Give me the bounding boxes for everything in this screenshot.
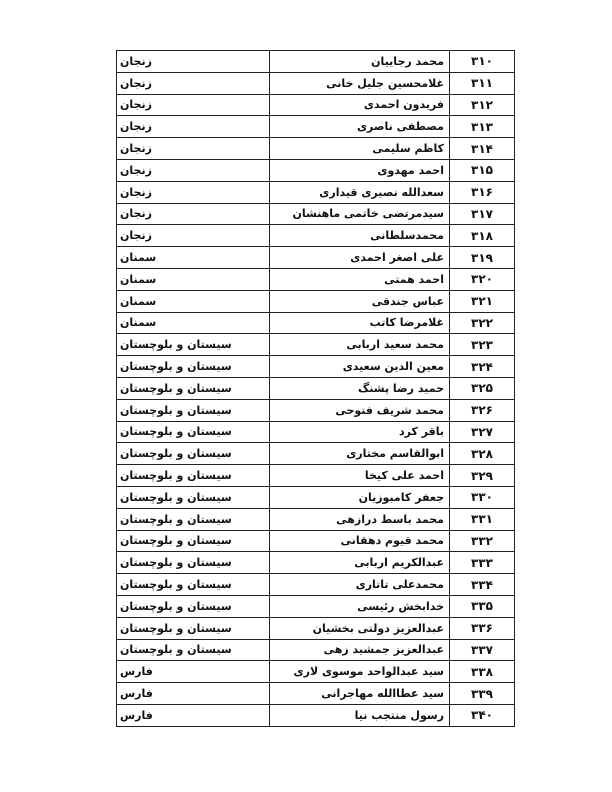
row-number-cell: ۳۳۱ xyxy=(450,508,515,530)
name-cell: خدابخش رئیسی xyxy=(270,595,450,617)
row-number-cell: ۳۱۰ xyxy=(450,51,515,73)
name-cell: محمدسلطانی xyxy=(270,225,450,247)
row-number-cell: ۳۳۲ xyxy=(450,530,515,552)
name-cell: احمد علی کیخا xyxy=(270,465,450,487)
province-cell: سیستان و بلوچستان xyxy=(117,486,270,508)
province-cell: فارس xyxy=(117,661,270,683)
table-row xyxy=(117,203,515,225)
name-cell: باقر کرد xyxy=(270,421,450,443)
table-row xyxy=(117,51,515,73)
table-row xyxy=(117,181,515,203)
province-cell: سیستان و بلوچستان xyxy=(117,617,270,639)
row-number-cell: ۳۳۹ xyxy=(450,683,515,705)
table-row xyxy=(117,443,515,465)
name-cell: رسول منتجب نیا xyxy=(270,704,450,726)
province-cell: سیستان و بلوچستان xyxy=(117,356,270,378)
table-row xyxy=(117,225,515,247)
row-number-cell: ۳۳۸ xyxy=(450,661,515,683)
name-cell: سید عبدالواحد موسوی لاری xyxy=(270,661,450,683)
province-cell: زنجان xyxy=(117,116,270,138)
name-cell: عبدالعزیز جمشید زهی xyxy=(270,639,450,661)
province-cell: سیستان و بلوچستان xyxy=(117,595,270,617)
row-number-cell: ۳۱۷ xyxy=(450,203,515,225)
table-row xyxy=(117,159,515,181)
province-cell: سیستان و بلوچستان xyxy=(117,574,270,596)
name-cell: فریدون احمدی xyxy=(270,94,450,116)
row-number-cell: ۳۳۳ xyxy=(450,552,515,574)
province-cell: زنجان xyxy=(117,159,270,181)
row-number-cell: ۳۲۷ xyxy=(450,421,515,443)
table-row xyxy=(117,683,515,705)
province-cell: زنجان xyxy=(117,72,270,94)
names-table xyxy=(116,50,515,727)
row-number-cell: ۳۱۱ xyxy=(450,72,515,94)
row-number-cell: ۳۳۰ xyxy=(450,486,515,508)
row-number-cell: ۳۳۶ xyxy=(450,617,515,639)
row-number-cell: ۳۱۹ xyxy=(450,247,515,269)
table-body xyxy=(117,51,515,727)
name-cell: ابوالقاسم مختاری xyxy=(270,443,450,465)
row-number-cell: ۳۱۸ xyxy=(450,225,515,247)
name-cell: غلامحسین جلیل خانی xyxy=(270,72,450,94)
name-cell: جعفر کامبوزیان xyxy=(270,486,450,508)
province-cell: سمنان xyxy=(117,268,270,290)
row-number-cell: ۳۲۸ xyxy=(450,443,515,465)
row-number-cell: ۳۳۷ xyxy=(450,639,515,661)
table-row xyxy=(117,334,515,356)
province-cell: سمنان xyxy=(117,312,270,334)
name-cell: عبدالعزیز دولتی بخشیان xyxy=(270,617,450,639)
table-row xyxy=(117,574,515,596)
table-row xyxy=(117,72,515,94)
province-cell: زنجان xyxy=(117,181,270,203)
table-row xyxy=(117,116,515,138)
province-cell: سیستان و بلوچستان xyxy=(117,639,270,661)
table-row xyxy=(117,94,515,116)
province-cell: سیستان و بلوچستان xyxy=(117,443,270,465)
row-number-cell: ۳۱۶ xyxy=(450,181,515,203)
province-cell: زنجان xyxy=(117,203,270,225)
row-number-cell: ۳۲۱ xyxy=(450,290,515,312)
province-cell: سیستان و بلوچستان xyxy=(117,508,270,530)
table-row xyxy=(117,661,515,683)
table-row xyxy=(117,421,515,443)
name-cell: محمد سعید اربابی xyxy=(270,334,450,356)
table-row xyxy=(117,486,515,508)
name-cell: احمد مهدوی xyxy=(270,159,450,181)
table-row xyxy=(117,247,515,269)
table-row xyxy=(117,508,515,530)
row-number-cell: ۳۲۰ xyxy=(450,268,515,290)
name-cell: سید عطاالله مهاجرانی xyxy=(270,683,450,705)
province-cell: زنجان xyxy=(117,225,270,247)
name-cell: غلامرضا کاتب xyxy=(270,312,450,334)
name-cell: محمد باسط درازهی xyxy=(270,508,450,530)
table-row xyxy=(117,465,515,487)
row-number-cell: ۳۲۵ xyxy=(450,377,515,399)
table-row xyxy=(117,290,515,312)
name-cell: احمد همتی xyxy=(270,268,450,290)
table-row xyxy=(117,356,515,378)
name-cell: سعدالله نصیری قیداری xyxy=(270,181,450,203)
table-row xyxy=(117,639,515,661)
province-cell: سمنان xyxy=(117,290,270,312)
province-cell: زنجان xyxy=(117,138,270,160)
province-cell: سیستان و بلوچستان xyxy=(117,377,270,399)
row-number-cell: ۳۲۶ xyxy=(450,399,515,421)
province-cell: سیستان و بلوچستان xyxy=(117,552,270,574)
name-cell: مصطفی ناصری xyxy=(270,116,450,138)
table-row xyxy=(117,312,515,334)
table-row xyxy=(117,530,515,552)
row-number-cell: ۳۲۹ xyxy=(450,465,515,487)
province-cell: زنجان xyxy=(117,51,270,73)
province-cell: سیستان و بلوچستان xyxy=(117,465,270,487)
row-number-cell: ۳۳۵ xyxy=(450,595,515,617)
name-cell: کاظم سلیمی xyxy=(270,138,450,160)
name-cell: سیدمرتضی خاتمی ماهنشان xyxy=(270,203,450,225)
province-cell: فارس xyxy=(117,704,270,726)
name-cell: عباس جندقی xyxy=(270,290,450,312)
name-cell: محمد رجاییان xyxy=(270,51,450,73)
table-row xyxy=(117,268,515,290)
province-cell: سیستان و بلوچستان xyxy=(117,530,270,552)
table-row xyxy=(117,704,515,726)
table-row xyxy=(117,617,515,639)
row-number-cell: ۳۱۲ xyxy=(450,94,515,116)
name-cell: علی اصغر احمدی xyxy=(270,247,450,269)
row-number-cell: ۳۱۵ xyxy=(450,159,515,181)
province-cell: زنجان xyxy=(117,94,270,116)
table-row xyxy=(117,552,515,574)
row-number-cell: ۳۱۳ xyxy=(450,116,515,138)
row-number-cell: ۳۴۰ xyxy=(450,704,515,726)
province-cell: سیستان و بلوچستان xyxy=(117,421,270,443)
row-number-cell: ۳۲۴ xyxy=(450,356,515,378)
province-cell: فارس xyxy=(117,683,270,705)
table-row xyxy=(117,377,515,399)
name-cell: حمید رضا پشنگ xyxy=(270,377,450,399)
name-cell: عبدالکریم اربابی xyxy=(270,552,450,574)
name-cell: محمدعلی تاتاری xyxy=(270,574,450,596)
province-cell: سیستان و بلوچستان xyxy=(117,334,270,356)
province-cell: سمنان xyxy=(117,247,270,269)
name-cell: محمد قیوم دهقانی xyxy=(270,530,450,552)
province-cell: سیستان و بلوچستان xyxy=(117,399,270,421)
row-number-cell: ۳۲۳ xyxy=(450,334,515,356)
row-number-cell: ۳۲۲ xyxy=(450,312,515,334)
table-row xyxy=(117,595,515,617)
table-row xyxy=(117,399,515,421)
table-row xyxy=(117,138,515,160)
row-number-cell: ۳۱۴ xyxy=(450,138,515,160)
row-number-cell: ۳۳۴ xyxy=(450,574,515,596)
name-cell: محمد شریف فتوحی xyxy=(270,399,450,421)
name-cell: معین الدین سعیدی xyxy=(270,356,450,378)
